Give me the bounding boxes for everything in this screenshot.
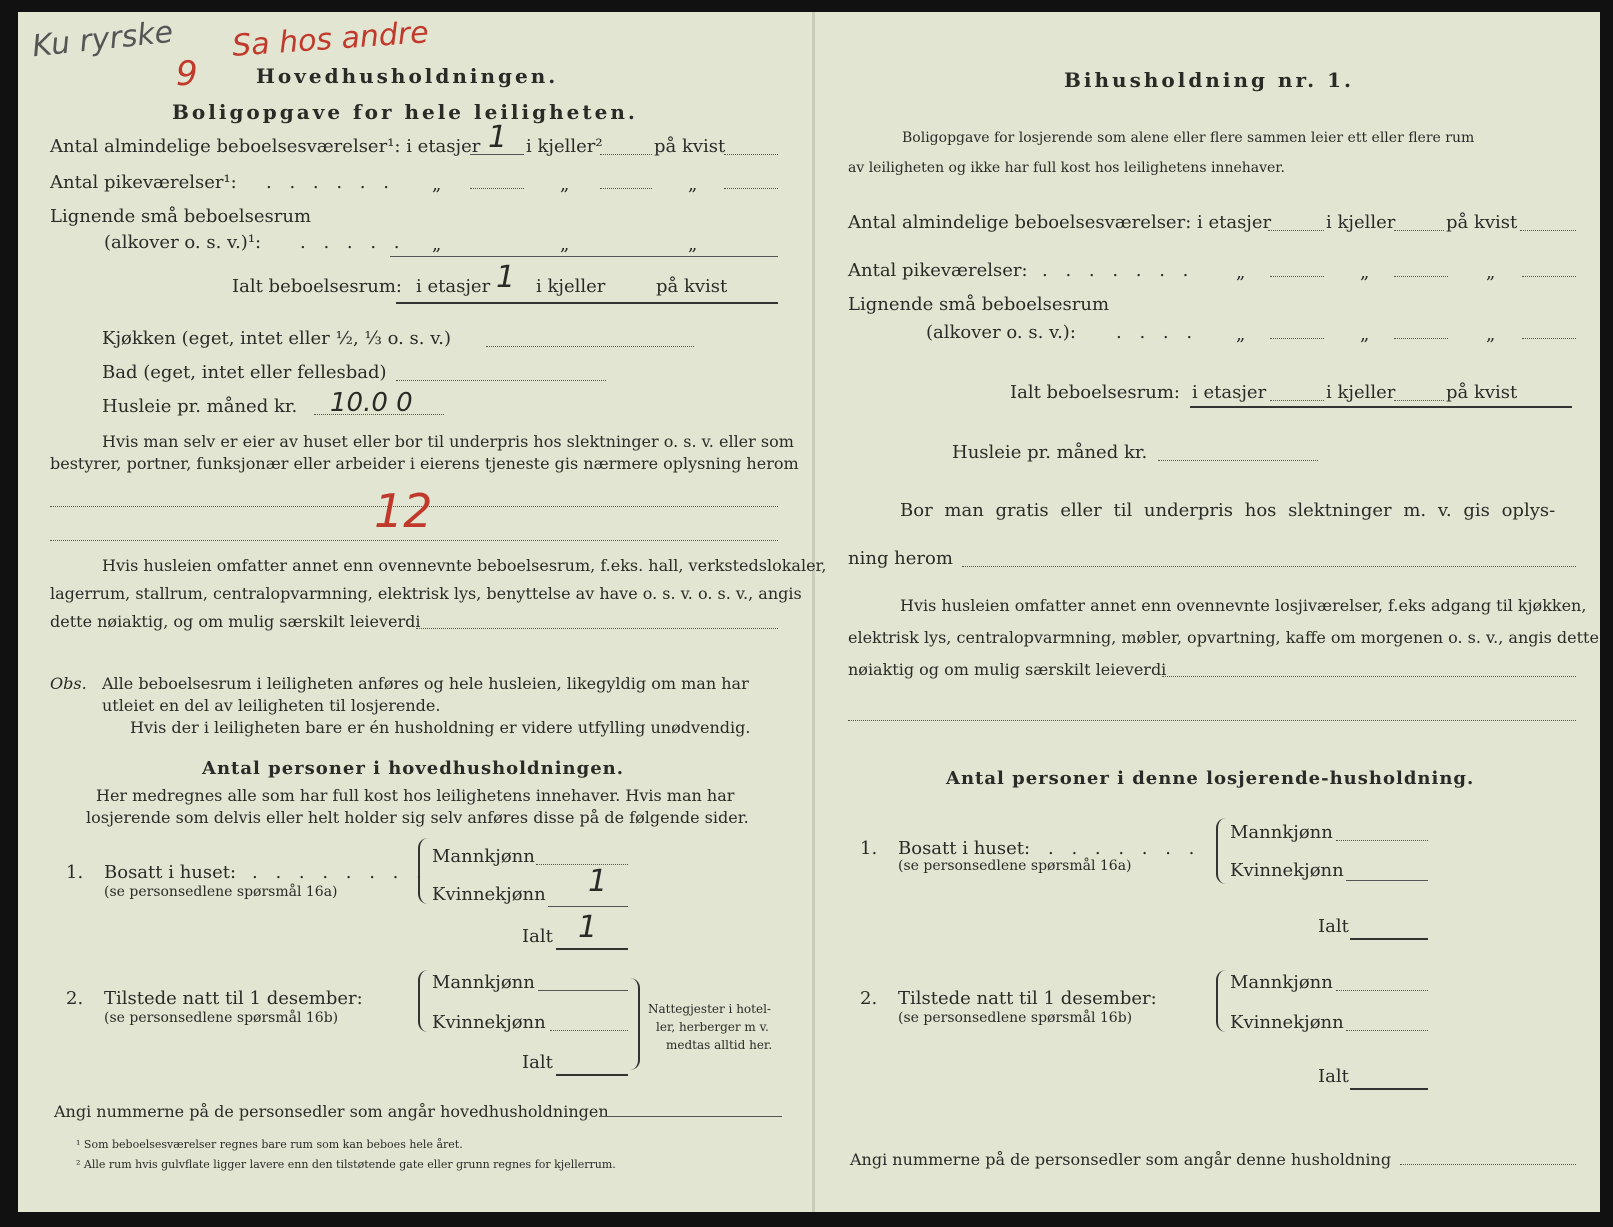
angi-field[interactable]	[600, 1116, 782, 1117]
r-alkover-kvist-field[interactable]	[1522, 338, 1576, 339]
r-leieverdi-field[interactable]	[1162, 676, 1576, 677]
ialt-rooms-label: Ialt beboelsesrum:	[232, 276, 402, 297]
r-q2-brace	[1216, 970, 1226, 1032]
leieverdi-field[interactable]	[416, 628, 778, 629]
r-pike-kvist-field[interactable]	[1522, 276, 1576, 277]
gratis-field[interactable]	[962, 566, 1576, 567]
rooms-row-label: Antal almindelige beboelsesværelser¹: i etasjer	[50, 136, 481, 157]
q1-kvinne-label: Kvinnekjønn	[432, 884, 546, 905]
r-kvist-field[interactable]	[1520, 230, 1576, 231]
ditto-mark: „	[1236, 262, 1246, 283]
r-pike-label: Antal pikeværelser:	[848, 260, 1028, 281]
page-fold	[812, 12, 815, 1212]
r-q2-label: Tilstede natt til 1 desember:	[898, 988, 1157, 1009]
r-q2-number: 2.	[860, 988, 878, 1009]
r-q1-kvinne-field[interactable]	[1346, 880, 1428, 881]
ialt-etasjer-value: 1	[496, 260, 516, 295]
r-pike-etasjer-field[interactable]	[1270, 276, 1324, 277]
alkover-dots: . . . . .	[300, 232, 406, 253]
ialt-etasjer-label: i etasjer	[416, 276, 491, 297]
r-q1-label: Bosatt i huset:	[898, 838, 1031, 859]
ditto-mark: „	[1486, 262, 1496, 283]
husleie-label: Husleie pr. måned kr.	[102, 396, 298, 417]
omfatter-text: lagerrum, stallrum, centralopvarmning, elektrisk lys, benyttelse av have o. s. v. o. s. v., angis	[50, 584, 802, 603]
main-title: Hovedhusholdningen.	[256, 64, 559, 88]
handwritten-note: Ku ryrske	[30, 14, 175, 65]
r-kjeller-field[interactable]	[1394, 230, 1444, 231]
r-angi-field[interactable]	[1400, 1164, 1576, 1165]
r-pike-kjeller-field[interactable]	[1394, 276, 1448, 277]
r-q1-ialt-label: Ialt	[1318, 916, 1349, 937]
bihusholdning-title: Bihusholdning nr. 1.	[1064, 68, 1354, 92]
r-alkover-dots: . . . .	[1116, 322, 1199, 343]
ditto-mark: „	[432, 234, 442, 255]
r-lignende-label: Lignende små beboelsesrum	[848, 294, 1110, 315]
husleie-value: 10.0 0	[330, 388, 413, 418]
obs-label: Obs.	[50, 674, 87, 693]
nattegjester-note: ler, herberger m v.	[656, 1020, 769, 1034]
r-ialt-etasjer-label: i etasjer	[1192, 382, 1267, 403]
pike-kvist-field[interactable]	[724, 188, 778, 189]
ditto-mark: „	[688, 174, 698, 195]
r-q1-subtitle: (se personsedlene spørsmål 16a)	[898, 858, 1132, 874]
q1-kvinne-value: 1	[588, 864, 608, 899]
gratis-text: ning herom	[848, 548, 953, 569]
r-q1-mann-label: Mannkjønn	[1230, 822, 1333, 843]
r-q1-brace	[1216, 818, 1226, 884]
q2-label: Tilstede natt til 1 desember:	[104, 988, 363, 1009]
q1-kvinne-field[interactable]	[548, 906, 628, 907]
personer-text: losjerende som delvis eller helt holder sig selv anføres disse på de følgende sider.	[86, 808, 749, 827]
kjokken-label: Kjøkken (eget, intet eller ½, ⅓ o. s. v.)	[102, 328, 451, 349]
q2-kvinne-label: Kvinnekjønn	[432, 1012, 546, 1033]
kjeller-label: i kjeller²	[526, 136, 603, 157]
q2-ialt-field[interactable]	[556, 1074, 628, 1076]
q1-subtitle: (se personsedlene spørsmål 16a)	[104, 884, 338, 900]
q1-dots: . . . . . . . .	[252, 862, 428, 883]
ialt-line	[396, 302, 778, 304]
pike-dots: . . . . . .	[266, 172, 395, 193]
r-omfatter-text: nøiaktig og om mulig særskilt leieverdi	[848, 660, 1167, 679]
intro-text: av leiligheten og ikke har full kost hos leilighetens innehaver.	[848, 160, 1285, 176]
q2-number: 2.	[66, 988, 84, 1009]
footnote-2: ² Alle rum hvis gulvflate ligger lavere enn den tilstøtende gate eller grunn regnes for kjellerrum.	[76, 1158, 616, 1171]
r-leieverdi-field-2[interactable]	[848, 720, 1576, 721]
eier-text: Hvis man selv er eier av huset eller bor til underpris hos slektninger o. s. v. eller som	[102, 432, 794, 451]
r-angi-label: Angi nummerne på de personsedler som angår denne husholdning	[850, 1150, 1392, 1169]
ialt-kvist-label: på kvist	[656, 276, 728, 297]
pike-label: Antal pikeværelser¹:	[50, 172, 237, 193]
q1-ialt-field[interactable]	[556, 948, 628, 950]
alkover-line	[390, 256, 778, 257]
pike-kjeller-field[interactable]	[600, 188, 652, 189]
gratis-text: Bor man gratis eller til underpris hos slektninger m. v. gis oplys-	[900, 500, 1556, 521]
r-q2-ialt-label: Ialt	[1318, 1066, 1349, 1087]
ditto-mark: „	[1360, 324, 1370, 345]
q2-mann-field[interactable]	[538, 990, 628, 991]
r-husleie-field[interactable]	[1158, 460, 1318, 461]
r-rooms-row-label: Antal almindelige beboelsesværelser: i etasjer	[848, 212, 1272, 233]
alkover-label: (alkover o. s. v.)¹:	[104, 232, 262, 253]
ditto-mark: „	[560, 234, 570, 255]
r-alkover-kjeller-field[interactable]	[1394, 338, 1448, 339]
ditto-mark: „	[432, 174, 442, 195]
r-q2-mann-field[interactable]	[1336, 990, 1428, 991]
ialt-kjeller-label: i kjeller	[536, 276, 606, 297]
q2-right-brace	[630, 978, 640, 1070]
etasjer-value: 1	[488, 120, 508, 155]
handwritten-red-note: Sa hos andre	[231, 15, 430, 64]
r-ialt-kjeller-field[interactable]	[1394, 400, 1444, 401]
r-q2-kvinne-label: Kvinnekjønn	[1230, 1012, 1344, 1033]
ditto-mark: „	[1360, 262, 1370, 283]
nattegjester-note: Nattegjester i hotel-	[648, 1002, 771, 1016]
pike-etasjer-field[interactable]	[470, 188, 524, 189]
eier-text: bestyrer, portner, funksjonær eller arbeider i eierens tjeneste gis nærmere oplysning herom	[50, 454, 799, 473]
q2-brace	[418, 970, 428, 1032]
q2-subtitle: (se personsedlene spørsmål 16b)	[104, 1010, 339, 1026]
r-q1-ialt-field[interactable]	[1350, 938, 1428, 940]
kjokken-field[interactable]	[486, 346, 694, 347]
obs-text: Alle beboelsesrum i leiligheten anføres og hele husleien, likegyldig om man har	[102, 674, 749, 693]
r-husleie-label: Husleie pr. måned kr.	[952, 442, 1148, 463]
q1-brace	[418, 838, 428, 904]
footnote-1: ¹ Som beboelsesværelser regnes bare rum som kan beboes hele året.	[76, 1138, 463, 1151]
bad-label: Bad (eget, intet eller fellesbad)	[102, 362, 387, 383]
r-q2-subtitle: (se personsedlene spørsmål 16b)	[898, 1010, 1133, 1026]
bad-field[interactable]	[396, 380, 606, 381]
r-q2-mann-label: Mannkjønn	[1230, 972, 1333, 993]
eier-field-2[interactable]	[50, 540, 778, 541]
main-subtitle: Boligopgave for hele leiligheten.	[172, 100, 638, 124]
q1-number: 1.	[66, 862, 84, 883]
r-q1-kvinne-label: Kvinnekjønn	[1230, 860, 1344, 881]
ditto-mark: „	[1486, 324, 1496, 345]
personer-text: Her medregnes alle som har full kost hos leilighetens innehaver. Hvis man har	[96, 786, 735, 805]
r-kvist-label: på kvist	[1446, 212, 1518, 233]
r-ialt-line	[1190, 406, 1572, 408]
q1-mann-field[interactable]	[536, 864, 628, 865]
kvist-field[interactable]	[724, 154, 778, 155]
kvist-label: på kvist	[654, 136, 726, 157]
obs-text: utleiet en del av leiligheten til losjerende.	[102, 696, 441, 715]
personer-title: Antal personer i hovedhusholdningen.	[202, 758, 625, 779]
r-etasjer-field[interactable]	[1268, 230, 1324, 231]
r-q2-ialt-field[interactable]	[1350, 1088, 1428, 1090]
r-ialt-etasjer-field[interactable]	[1270, 400, 1324, 401]
r-q1-number: 1.	[860, 838, 878, 859]
r-omfatter-text: elektrisk lys, centralopvarmning, møbler, opvartning, kaffe om morgenen o. s. v., angis dette	[848, 628, 1599, 647]
r-kjeller-label: i kjeller	[1326, 212, 1396, 233]
q2-ialt-label: Ialt	[522, 1052, 553, 1073]
r-ialt-kjeller-label: i kjeller	[1326, 382, 1396, 403]
ditto-mark: „	[1236, 324, 1246, 345]
r-alkover-label: (alkover o. s. v.):	[926, 322, 1076, 343]
q1-ialt-value: 1	[578, 910, 598, 945]
obs-text: Hvis der i leiligheten bare er én husholdning er videre utfylling unødvendig.	[130, 718, 751, 737]
q2-kvinne-field[interactable]	[550, 1030, 628, 1031]
r-q2-kvinne-field[interactable]	[1346, 1030, 1428, 1031]
r-pike-dots: . . . . . . .	[1042, 260, 1195, 281]
angi-label: Angi nummerne på de personsedler som angår hovedhusholdningen	[54, 1102, 609, 1121]
nattegjester-note: medtas alltid her.	[666, 1038, 773, 1052]
ditto-mark: „	[560, 174, 570, 195]
ditto-mark: „	[688, 234, 698, 255]
r-q1-mann-field[interactable]	[1336, 840, 1428, 841]
omfatter-text: Hvis husleien omfatter annet enn ovennevnte beboelsesrum, f.eks. hall, verkstedslokaler,	[102, 556, 827, 575]
r-alkover-etasjer-field[interactable]	[1270, 338, 1324, 339]
handwritten-red-12: 12	[374, 484, 433, 538]
handwritten-red-number: 9	[176, 54, 198, 94]
r-ialt-kvist-label: på kvist	[1446, 382, 1518, 403]
q1-label: Bosatt i huset:	[104, 862, 237, 883]
r-ialt-rooms-label: Ialt beboelsesrum:	[1010, 382, 1180, 403]
lignende-label: Lignende små beboelsesrum	[50, 206, 312, 227]
omfatter-text: dette nøiaktig, og om mulig særskilt leieverdi	[50, 612, 421, 631]
r-q1-dots: . . . . . . .	[1048, 838, 1201, 859]
r-omfatter-text: Hvis husleien omfatter annet enn ovennevnte losjiværelser, f.eks adgang til kjøkken,	[900, 596, 1587, 615]
q2-mann-label: Mannkjønn	[432, 972, 535, 993]
q1-mann-label: Mannkjønn	[432, 846, 535, 867]
intro-text: Boligopgave for losjerende som alene eller flere sammen leier ett eller flere rum	[902, 130, 1475, 146]
q1-ialt-label: Ialt	[522, 926, 553, 947]
r-personer-title: Antal personer i denne losjerende-husholdning.	[946, 768, 1475, 789]
kjeller-field[interactable]	[600, 154, 652, 155]
